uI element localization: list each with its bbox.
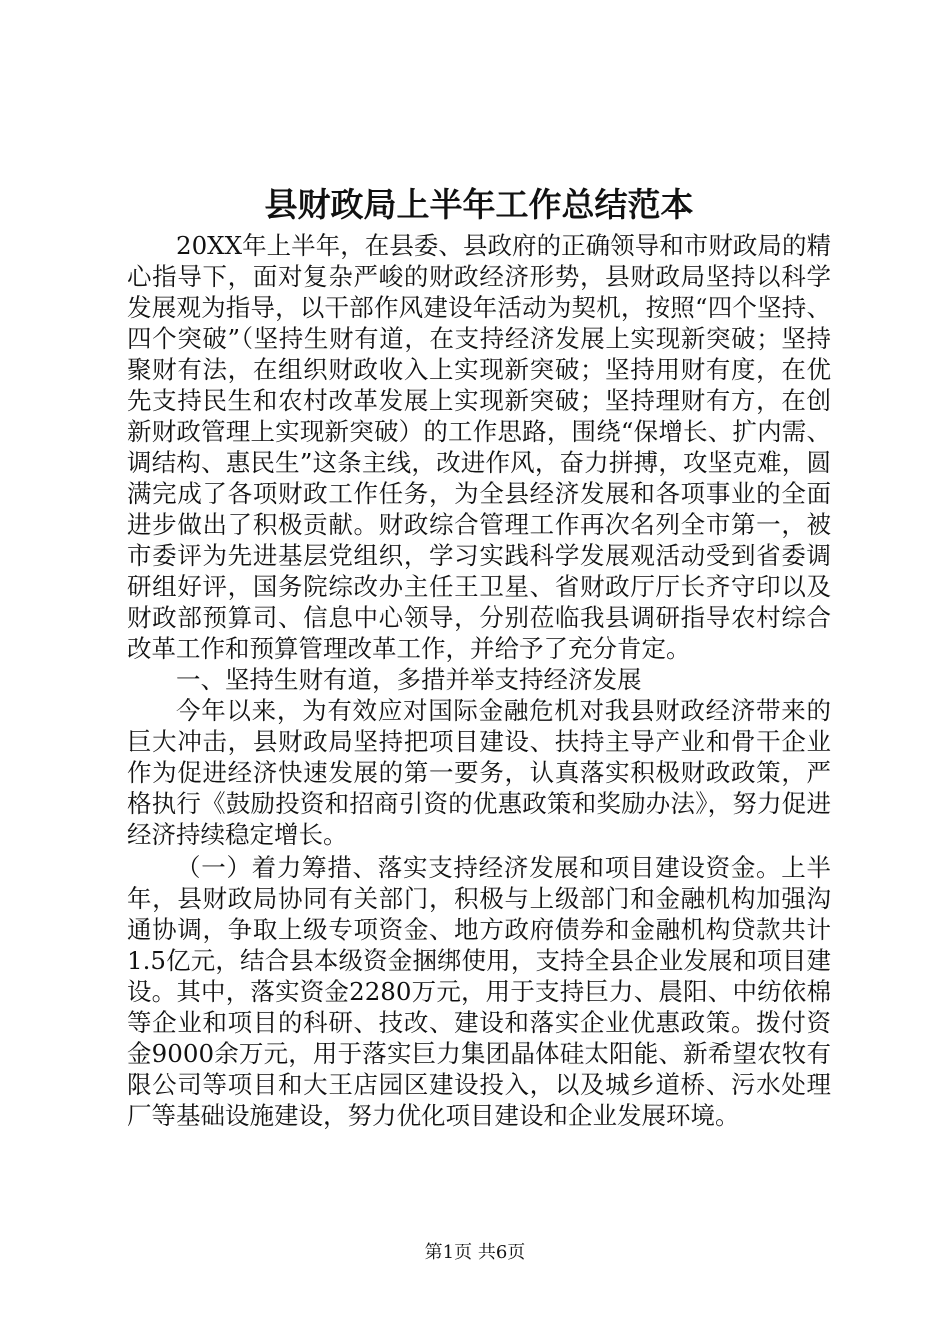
document-title: 县财政局上半年工作总结范本 (264, 185, 694, 224)
section-paragraph: 今年以来，为有效应对国际金融危机对我县财政经济带来的巨大冲击，县财政局坚持把项目建设、扶持主导产业和骨干企业作为促进经济快速发展的第一要务，认真落实积极财政政策，严格执行《鼓励投资和招商引资的优惠政策和奖励办法》，努力促进经济持续稳定增长。 (127, 696, 831, 849)
subsection-paragraph: （一）着力筹措、落实支持经济发展和项目建设资金。上半年，县财政局协同有关部门，积极与上级部门和金融机构加强沟通协调，争取上级专项资金、地方政府债券和金融机构贷款共计1.5亿元，结合县本级资金捆绑使用，支持全县企业发展和项目建设。其中，落实资金2280万元，用于支持巨力、晨阳、中纺依棉等企业和项目的科研、技改、建设和落实企业优惠政策。拨付资金9000余万元，用于落实巨力集团晶体硅太阳能、新希望农牧有限公司等项目和大王店园区建设投入，以及城乡道桥、污水处理厂等基础设施建设，努力优化项目建设和企业发展环境。 (127, 853, 831, 1130)
section-heading: 一、坚持生财有道，多措并举支持经济发展 (176, 665, 642, 694)
intro-paragraph: 20XX年上半年，在县委、县政府的正确领导和市财政局的精心指导下，面对复杂严峻的财政经济形势，县财政局坚持以科学发展观为指导，以干部作风建设年活动为契机，按照“四个坚持、四个突破”（坚持生财有道，在支持经济发展上实现新突破；坚持聚财有法，在组织财政收入上实现新突破；坚持用财有度，在优先支持民生和农村改革发展上实现新突破；坚持理财有方，在创新财政管理上实现新突破）的工作思路，围绕“保增长、扩内需、调结构、惠民生”这条主线，改进作风，奋力拼搏，攻坚克难，圆满完成了各项财政工作任务，为全县经济发展和各项事业的全面进步做出了积极贡献。财政综合管理工作再次名列全市第一，被市委评为先进基层党组织，学习实践科学发展观活动受到省委调研组好评，国务院综改办主任王卫星、省财政厅厅长齐守印以及财政部预算司、信息中心领导，分别莅临我县调研指导农村综合改革工作和预算管理改革工作，并给予了充分肯定。 (127, 231, 831, 663)
page-footer: 第1页 共6页 (424, 1242, 526, 1263)
document-page (127, 180, 831, 1131)
